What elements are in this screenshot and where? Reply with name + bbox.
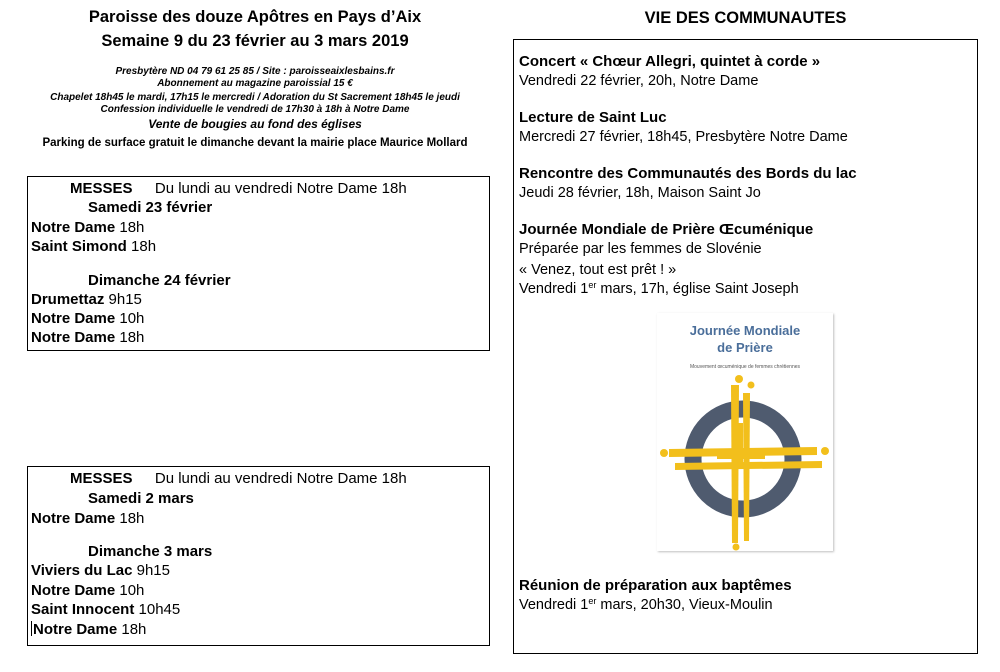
chapelet-info: Chapelet 18h45 le mardi, 17h15 le mercredi / Adoration du St Sacrement 18h45 le jeudi xyxy=(50,92,460,103)
poster-cross-emblem xyxy=(657,373,833,551)
mass-entry xyxy=(31,561,170,581)
event-title: Rencontre des Communautés des Bords du lac xyxy=(519,165,857,182)
mass-entry xyxy=(31,581,144,601)
cross-strokes xyxy=(669,385,822,543)
saturday-title: Samedi 23 février xyxy=(88,199,213,216)
mass-place: Saint Simond xyxy=(31,238,127,255)
poster-subtitle: Mouvement œcuménique de femmes chrétiennes xyxy=(689,364,801,370)
poster-title-line2: de Prière xyxy=(717,340,773,355)
mass-place: Notre Dame xyxy=(33,621,118,638)
mass-time: 18h xyxy=(119,219,145,236)
baptism-date-suffix: mars, 20h30, Vieux-Moulin xyxy=(596,597,773,613)
sunday-title: Dimanche 3 mars xyxy=(88,543,213,560)
mass-time: 18h xyxy=(119,510,145,527)
event-detail: Vendredi 22 février, 20h, Notre Dame xyxy=(519,73,759,89)
masses-box-week2 xyxy=(27,466,490,646)
jmp-title: Journée Mondiale de Prière Œcuménique xyxy=(519,221,814,238)
mass-place: Drumettaz xyxy=(31,291,105,308)
community-heading: VIE DES COMMUNAUTES xyxy=(644,9,847,27)
mass-place: Saint Innocent xyxy=(31,601,135,618)
mass-time: 9h15 xyxy=(108,291,142,308)
mass-entry xyxy=(31,218,144,238)
event-detail: Jeudi 28 février, 18h, Maison Saint Jo xyxy=(519,185,761,201)
poster-title-line1: Journée Mondiale xyxy=(689,323,801,338)
jmp-line2: « Venez, tout est prêt ! » xyxy=(519,262,677,278)
baptism-date xyxy=(519,596,773,615)
mass-time: 10h xyxy=(119,582,145,599)
magazine-info: Abonnement au magazine paroissial 15 € xyxy=(157,78,353,89)
masses-label: MESSES xyxy=(70,470,133,487)
jmp-date-sup: er xyxy=(588,280,597,290)
baptism-title: Réunion de préparation aux baptêmes xyxy=(519,577,792,594)
candles-info: Vente de bougies au fond des églises xyxy=(148,117,362,131)
masses-header xyxy=(70,469,407,489)
mass-place: Notre Dame xyxy=(31,329,116,346)
mass-place: Notre Dame xyxy=(31,219,116,236)
sunday-title: Dimanche 24 février xyxy=(88,272,231,289)
mass-place: Viviers du Lac xyxy=(31,562,133,579)
baptism-date-prefix: Vendredi 1 xyxy=(519,597,589,613)
baptism-date-sup: er xyxy=(588,596,597,606)
mass-entry xyxy=(31,237,156,257)
event-title: Concert « Chœur Allegri, quintet à corde » xyxy=(519,53,821,70)
jmp-date-prefix: Vendredi 1 xyxy=(519,281,589,297)
mass-entry xyxy=(31,309,144,329)
mass-place: Notre Dame xyxy=(31,510,116,527)
parish-title: Paroisse des douze Apôtres en Pays d’Aix xyxy=(88,8,422,26)
mass-time: 9h15 xyxy=(136,562,170,579)
mass-place: Notre Dame xyxy=(31,310,116,327)
mass-time: 10h xyxy=(119,310,145,327)
saturday-title: Samedi 2 mars xyxy=(88,490,194,507)
event-detail: Mercredi 27 février, 18h45, Presbytère Notre Dame xyxy=(519,129,848,145)
jmp-poster xyxy=(657,313,833,551)
presbytery-info: Presbytère ND 04 79 61 25 85 / Site : paroisseaixlesbains.fr xyxy=(115,66,395,77)
jmp-date xyxy=(519,280,799,299)
text-cursor xyxy=(31,621,32,636)
parking-info: Parking de surface gratuit le dimanche devant la mairie place Maurice Mollard xyxy=(42,137,468,149)
weekday-masses: Du lundi au vendredi Notre Dame 18h xyxy=(154,180,407,197)
mass-time: 18h xyxy=(131,238,157,255)
confession-info: Confession individuelle le vendredi de 17h30 à 18h à Notre Dame xyxy=(100,104,410,115)
poster-title xyxy=(657,322,833,356)
masses-box-week1 xyxy=(27,176,490,351)
event-title: Lecture de Saint Luc xyxy=(519,109,667,126)
masses-header xyxy=(70,179,407,199)
mass-time: 18h xyxy=(121,621,147,638)
community-box xyxy=(513,39,978,654)
jmp-line1: Préparée par les femmes de Slovénie xyxy=(519,241,762,257)
mass-time: 18h xyxy=(119,329,145,346)
mass-entry xyxy=(31,600,180,620)
mass-entry xyxy=(31,290,142,310)
mass-time: 10h45 xyxy=(138,601,181,618)
mass-entry xyxy=(31,620,146,640)
jmp-date-suffix: mars, 17h, église Saint Joseph xyxy=(596,281,799,297)
mass-place: Notre Dame xyxy=(31,582,116,599)
week-title: Semaine 9 du 23 février au 3 mars 2019 xyxy=(101,32,409,50)
masses-label: MESSES xyxy=(70,180,133,197)
mass-entry xyxy=(31,509,144,529)
weekday-masses: Du lundi au vendredi Notre Dame 18h xyxy=(154,470,407,487)
mass-entry xyxy=(31,328,144,348)
